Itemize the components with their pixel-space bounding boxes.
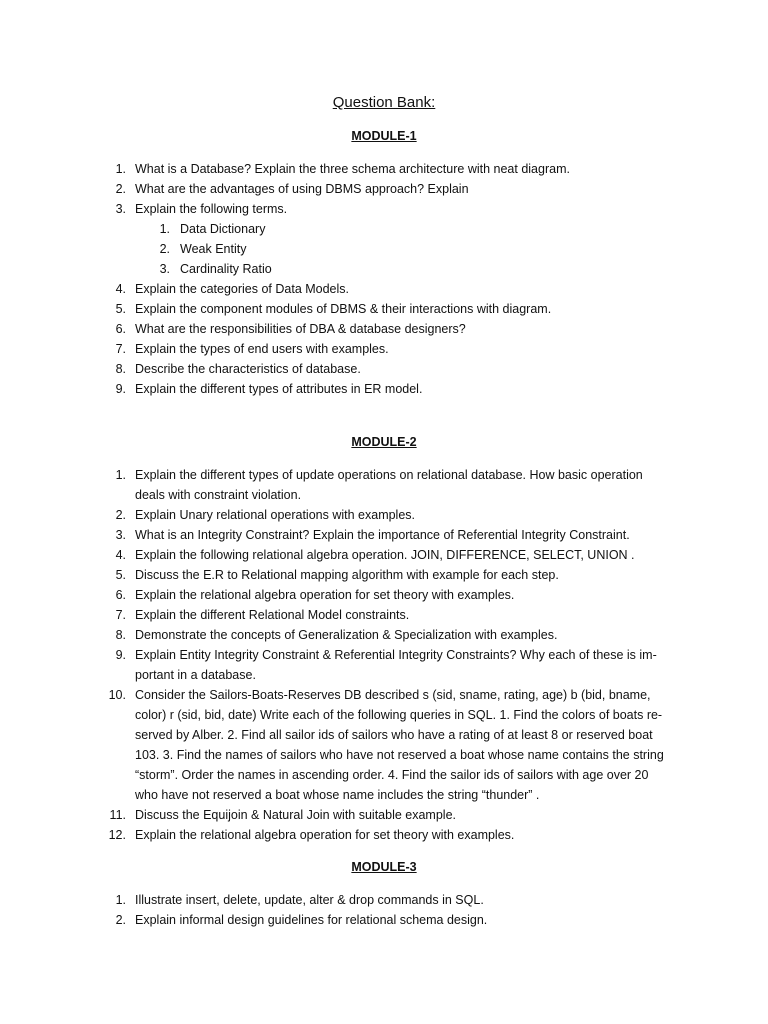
question-item bbox=[0, 299, 670, 319]
question-number: 8. bbox=[115, 628, 126, 642]
question-text: Consider the Sailors-Boats-Reserves DB described s (sid, sname, rating, age) b (bid, bname, color) r (sid, bid, date) Write each of the following queries in SQL. 1. Find the colors of boats re-served by Alber. 2. Find all sailor ids of sailors who have a rating of at least 8 or reserved boat 103. 3. Find the names of sailors who have not reserved a boat whose name contains the string “storm”. Order the names in ascending order. 4. Find the sailor ids of sailors with age over 20 who have not reserved a boat whose name includes the string “thunder” . bbox=[135, 688, 664, 802]
question-number: 12. bbox=[108, 828, 126, 842]
question-text: What is an Integrity Constraint? Explain the importance of Referential Integrity Constraint. bbox=[135, 528, 630, 542]
question-text: Discuss the Equijoin & Natural Join with suitable example. bbox=[135, 808, 456, 822]
question-text: Demonstrate the concepts of Generalization & Specialization with examples. bbox=[135, 628, 558, 642]
question-item bbox=[0, 339, 670, 359]
question-item bbox=[0, 359, 670, 379]
sub-question-item bbox=[135, 259, 670, 279]
question-number: 2. bbox=[115, 508, 126, 522]
question-number: 9. bbox=[115, 382, 126, 396]
question-item bbox=[0, 545, 670, 565]
question-text: Explain the different types of attributes in ER model. bbox=[135, 382, 423, 396]
sub-question-item bbox=[135, 239, 670, 259]
sub-question-item bbox=[135, 219, 670, 239]
question-text: Discuss the E.R to Relational mapping algorithm with example for each step. bbox=[135, 568, 559, 582]
sub-question-list bbox=[135, 219, 670, 279]
question-text: Illustrate insert, delete, update, alter & drop commands in SQL. bbox=[135, 893, 484, 907]
module-2-question-list bbox=[0, 465, 670, 845]
question-number: 9. bbox=[115, 648, 126, 662]
question-text: Explain the component modules of DBMS & their interactions with diagram. bbox=[135, 302, 552, 316]
question-item bbox=[0, 910, 670, 930]
question-item bbox=[0, 505, 670, 525]
sub-question-number: 2. bbox=[159, 242, 170, 256]
question-text: Explain Entity Integrity Constraint & Referential Integrity Constraints? Why each of these is im-portant in a database. bbox=[135, 648, 657, 682]
module-2-heading: MODULE-2 bbox=[351, 435, 417, 449]
sub-question-number: 1. bbox=[159, 222, 170, 236]
sub-question-text: Weak Entity bbox=[180, 242, 247, 256]
question-number: 7. bbox=[115, 608, 126, 622]
question-number: 3. bbox=[115, 202, 126, 216]
question-text: Explain the types of end users with examples. bbox=[135, 342, 389, 356]
page-title: Question Bank: bbox=[332, 94, 436, 111]
question-item bbox=[0, 565, 670, 585]
question-number: 6. bbox=[115, 322, 126, 336]
module-3-question-list bbox=[0, 890, 670, 930]
module-1-question-list bbox=[0, 159, 670, 399]
question-text: What is a Database? Explain the three schema architecture with neat diagram. bbox=[135, 162, 570, 176]
question-number: 10. bbox=[108, 688, 126, 702]
question-number: 7. bbox=[115, 342, 126, 356]
question-item bbox=[0, 199, 670, 279]
question-text: Explain the relational algebra operation for set theory with examples. bbox=[135, 828, 515, 842]
module-3-heading: MODULE-3 bbox=[351, 860, 417, 874]
question-text: Explain informal design guidelines for relational schema design. bbox=[135, 913, 488, 927]
question-number: 2. bbox=[115, 913, 126, 927]
sub-question-number: 3. bbox=[159, 262, 170, 276]
question-item bbox=[0, 465, 670, 505]
question-item bbox=[0, 379, 670, 399]
question-item bbox=[0, 890, 670, 910]
question-text: What are the advantages of using DBMS approach? Explain bbox=[135, 182, 469, 196]
question-item bbox=[0, 645, 670, 685]
question-number: 1. bbox=[115, 162, 126, 176]
question-text: Describe the characteristics of database. bbox=[135, 362, 361, 376]
question-number: 5. bbox=[115, 302, 126, 316]
question-number: 4. bbox=[115, 282, 126, 296]
question-number: 2. bbox=[115, 182, 126, 196]
question-number: 4. bbox=[115, 548, 126, 562]
question-text: Explain the relational algebra operation for set theory with examples. bbox=[135, 588, 515, 602]
question-item bbox=[0, 805, 670, 825]
module-1-heading: MODULE-1 bbox=[351, 129, 417, 143]
question-text: Explain the different Relational Model constraints. bbox=[135, 608, 410, 622]
question-text: What are the responsibilities of DBA & database designers? bbox=[135, 322, 466, 336]
question-item bbox=[0, 585, 670, 605]
sub-question-text: Data Dictionary bbox=[180, 222, 266, 236]
question-item bbox=[0, 685, 670, 805]
question-item bbox=[0, 525, 670, 545]
question-text: Explain the following terms. bbox=[135, 202, 288, 216]
question-item bbox=[0, 605, 670, 625]
question-item bbox=[0, 825, 670, 845]
question-text: Explain Unary relational operations with examples. bbox=[135, 508, 416, 522]
question-text: Explain the different types of update operations on relational database. How basic operation deals with constraint violation. bbox=[135, 468, 643, 502]
question-text: Explain the following relational algebra operation. JOIN, DIFFERENCE, SELECT, UNION . bbox=[135, 548, 635, 562]
question-number: 6. bbox=[115, 588, 126, 602]
question-item bbox=[0, 179, 670, 199]
question-number: 11. bbox=[109, 808, 126, 822]
question-number: 1. bbox=[115, 468, 126, 482]
question-item bbox=[0, 319, 670, 339]
question-number: 5. bbox=[115, 568, 126, 582]
question-number: 1. bbox=[115, 893, 126, 907]
question-item bbox=[0, 625, 670, 645]
question-number: 3. bbox=[115, 528, 126, 542]
question-item bbox=[0, 279, 670, 299]
question-number: 8. bbox=[115, 362, 126, 376]
question-item bbox=[0, 159, 670, 179]
question-text: Explain the categories of Data Models. bbox=[135, 282, 350, 296]
sub-question-text: Cardinality Ratio bbox=[180, 262, 272, 276]
